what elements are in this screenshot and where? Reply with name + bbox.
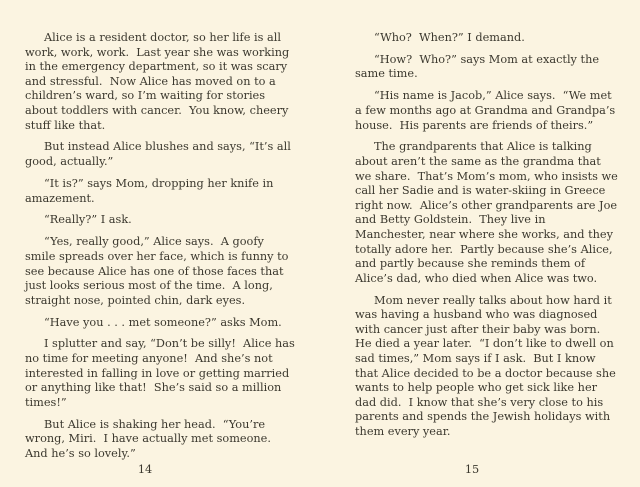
paragraph: “How? Who?” says Mom at exactly the same time.	[355, 52, 603, 81]
paragraph: Alice is a resident doctor, so her life is all work, work, work. Last year she was working in the emergency department, so it was scary and stressful. Now Alice has moved on to a children’s ward, so I’m waiting for stories about toddlers with cancer. You know, cheery stuff like that.	[25, 31, 293, 132]
paragraph: “Who? When?” I demand.	[374, 31, 525, 44]
paragraph: But Alice is shaking her head. “You’re wrong, Miri. I have actually met someone. And he’s so lovely.”	[25, 417, 279, 460]
paragraph: Mom never really talks about how hard it was having a husband who was diagnosed with cancer just after their baby was born. He died a year later. “I don’t like to dwell on sad times,” Mom says if I ask. But I know that Alice decided to be a doctor because she wants to help people who get sick like her dad did. I know that she’s very close to his parents and spends the Jewish holidays with them every year.	[355, 293, 620, 439]
page-text-right	[355, 31, 622, 447]
paragraph: But instead Alice blushes and says, “It’s all good, actually.”	[25, 140, 295, 169]
paragraph: The grandparents that Alice is talking about aren’t the same as the grandma that we share. That’s Mom’s mom, who insists we call her Sadie and is water-skiing in Greece right now. Alice’s other grandparents are Joe and Betty Goldstein. They live in Manchester, near where she works, and they totally adore her. Partly because she’s Alice, and partly because she reminds them of Alice’s dad, who died when Alice was two.	[355, 140, 622, 285]
paragraph: “Yes, really good,” Alice says. A goofy smile spreads over her face, which is funny to see because Alice has one of those faces that just looks serious most of the time. A long, straight nose, pointed chin, dark eyes.	[25, 235, 293, 307]
page-number-left: 14	[137, 463, 153, 476]
page-right[interactable]	[320, 0, 640, 487]
paragraph: “Have you . . . met someone?” asks Mom.	[44, 315, 282, 329]
paragraph: I splutter and say, “Don’t be silly! Alice has no time for meeting anyone! And she’s not interested in falling in love or getting married or anything like that! She’s said so a million times!”	[25, 337, 299, 409]
paragraph: “It is?” says Mom, dropping her knife in amazement.	[25, 176, 278, 205]
paragraph: “His name is Jacob,” Alice says. “We met a few months ago at Grandma and Grandpa’s house. His parents are friends of theirs.”	[355, 89, 619, 132]
page-number-right: 15	[464, 463, 480, 476]
page-text-left	[25, 31, 299, 469]
paragraph: “Really?” I ask.	[44, 213, 132, 227]
